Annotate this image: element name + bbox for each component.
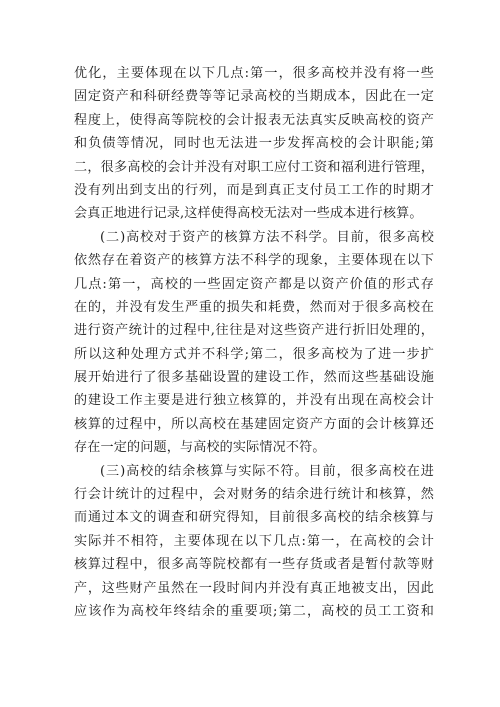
text-line: 依然存在着资产的核算方法不科学的现象，主要体现在以下 [74, 253, 434, 269]
text-line: 展开始进行了很多基础设置的建设工作，然而这些基础设施 [74, 370, 434, 386]
text-line: 产，这些财产虽然在一段时间内并没有真正地被支出，因此 [74, 580, 434, 596]
text-line: 固定资产和科研经费等等记录高校的当期成本，因此在一定 [74, 89, 434, 105]
text-line: 核算的过程中，所以高校在基建固定资产方面的会计核算还 [74, 416, 434, 432]
text-line: 在的，并没有发生严重的损失和耗费，然而对于很多高校在 [74, 299, 434, 315]
text-line: 二，很多高校的会计并没有对职工应付工资和福利进行管理， [74, 159, 434, 175]
text-line: 会真正地进行记录,这样使得高校无法对一些成本进行核算。 [74, 206, 423, 222]
section-heading-line: (三)高校的结余核算与实际不符。目前，很多高校在进 [100, 463, 434, 479]
text-line: 所以这种处理方式并不科学;第二，很多高校为了进一步扩 [74, 346, 434, 362]
text-line: 存在一定的问题，与高校的实际情况不符。 [74, 440, 326, 456]
text-line: 程度上，使得高等院校的会计报表无法真实反映高校的资产 [74, 112, 434, 128]
section-heading-line: (二)高校对于资产的核算方法不科学。目前，很多高校 [100, 229, 434, 245]
document-body [74, 62, 434, 623]
text-line: 应该作为高校年终结余的重要项;第二，高校的员工工资和 [74, 603, 434, 619]
text-line: 几点:第一，高校的一些固定资产都是以资产价值的形式存 [74, 276, 434, 292]
text-line: 优化，主要体现在以下几点:第一，很多高校并没有将一些 [74, 66, 434, 81]
text-line: 没有列出到支出的行列，而是到真正支付员工工作的时期才 [74, 182, 434, 198]
text-line: 进行资产统计的过程中,往往是对这些资产进行折旧处理的， [74, 323, 434, 339]
text-line: 而通过本文的调查和研究得知，目前很多高校的结余核算与 [74, 510, 434, 526]
text-line: 的建设工作主要是进行独立核算的，并没有出现在高校会计 [74, 393, 434, 409]
text-line: 行会计统计的过程中，会对财务的结余进行统计和核算，然 [74, 487, 434, 503]
text-line: 和负债等情况，同时也无法进一步发挥高校的会计职能;第 [74, 136, 434, 152]
text-line: 核算过程中，很多高等院校都有一些存货或者是暂付款等财 [74, 557, 434, 573]
text-line: 实际并不相符，主要体现在以下几点:第一，在高校的会计 [74, 533, 434, 549]
